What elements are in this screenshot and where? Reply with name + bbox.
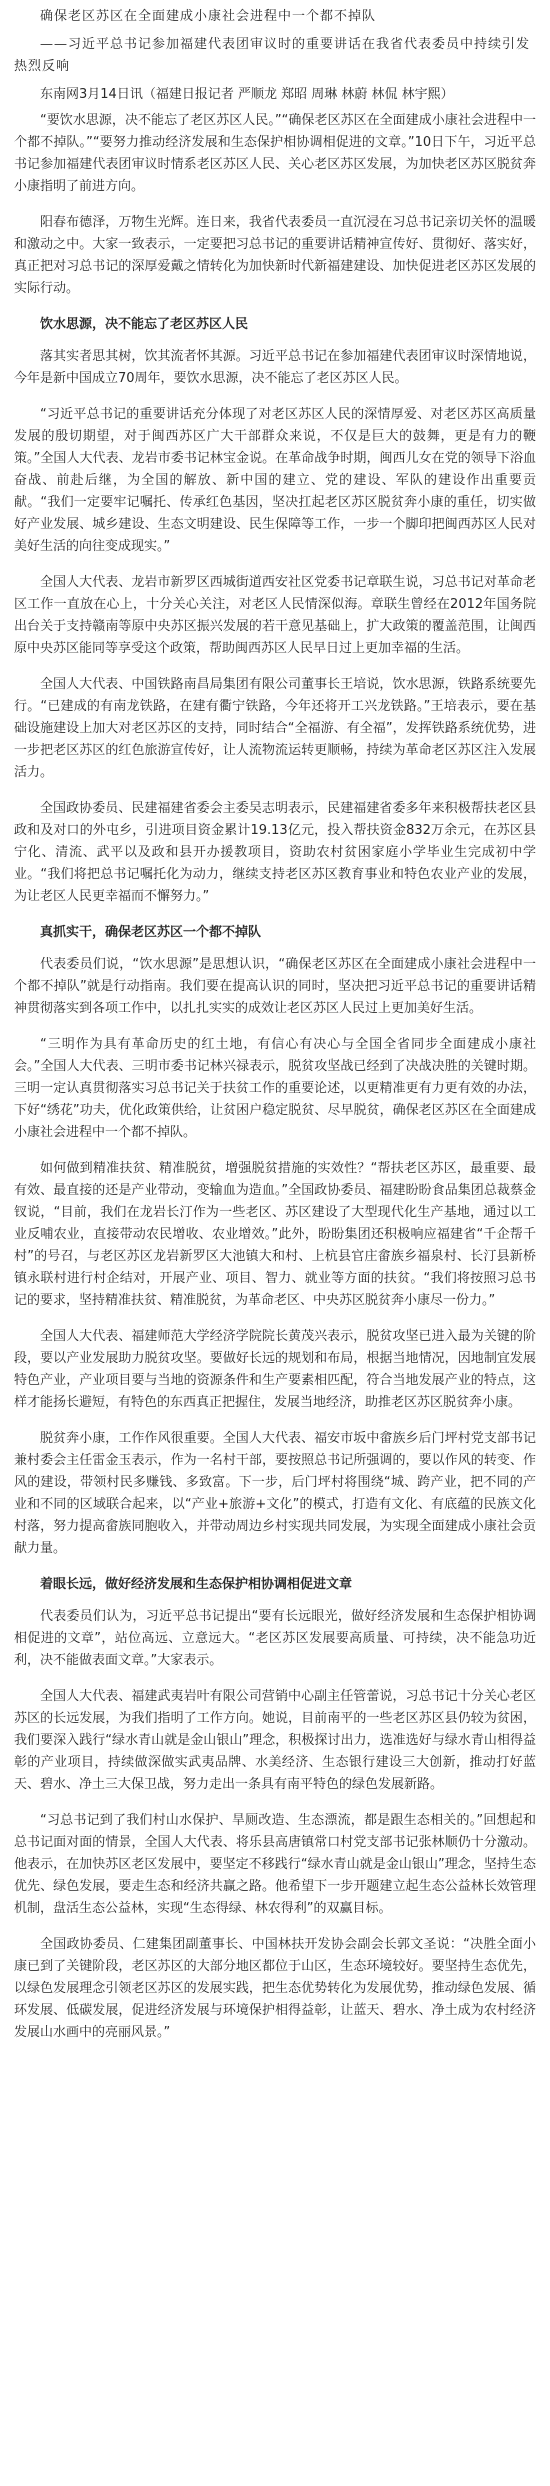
section-paragraph: 全国人大代表、龙岩市新罗区西城街道西安社区党委书记章联生说，习总书记对革命老区工作一直放在心上，十分关心关注，对老区人民情深似海。章联生曾经在2012年国务院出台关于支持赣南等原中央苏区振兴发展的若干意见基础上，扩大政策的覆盖范围，让闽西原中央苏区能同等享受这个政策，帮助闽西苏区人民早日过上更加幸福的生活。	[14, 575, 536, 656]
section-3	[14, 1574, 536, 2044]
section-paragraph: 全国人大代表、福建武夷岩叶有限公司营销中心副主任管蕾说，习总书记十分关心老区苏区的长远发展，为我们指明了工作方向。她说，目前南平的一些老区苏区县仍较为贫困，我们要深入践行“绿水青山就是金山银山”理念，积极探讨出力，选准选好与绿水青山相得益彰的产业项目，持续做深做实武夷品牌、水美经济、生态银行建设三大创新，推动打好蓝天、碧水、净土三大保卫战，努力走出一条具有南平特色的绿色发展新路。	[14, 1689, 536, 1792]
section-paragraph: 全国人大代表、中国铁路南昌局集团有限公司董事长王培说，饮水思源，铁路系统要先行。“已建成的有南龙铁路，在建有衢宁铁路，今年还将开工兴龙铁路。”王培表示，要在基础设施建设上加大对老区苏区的支持，同时结合“全福游、有全福”，发挥铁路系统优势，进一步把老区苏区的红色旅游宣传好，让人流物流运转更顺畅，持续为革命老区苏区注入发展活力。	[14, 677, 536, 780]
section-paragraph: 代表委员们说，“饮水思源”是思想认识，“确保老区苏区在全面建成小康社会进程中一个都不掉队”就是行动指南。我们要在提高认识的同时，坚决把习近平总书记的重要讲话精神贯彻落实到各项工作中，以扎扎实实的成效让老区苏区人民过上更加美好生活。	[14, 957, 536, 1016]
article-title: 确保老区苏区在全面建成小康社会进程中一个都不掉队	[40, 9, 377, 24]
intro-paragraph-1: “要饮水思源，决不能忘了老区苏区人民。”“确保老区苏区在全面建成小康社会进程中一个都不掉队。”“要努力推动经济发展和生态保护相协调相促进的文章。”10日下午，习近平总书记参加福建代表团审议时情系老区苏区人民、关心老区苏区发展，为加快老区苏区脱贫奔小康指明了前进方向。	[14, 113, 536, 194]
section-paragraph: 如何做到精准扶贫、精准脱贫，增强脱贫措施的实效性？“帮扶老区苏区，最重要、最有效、最直接的还是产业带动，变输血为造血。”全国政协委员、福建盼盼食品集团总裁蔡金钗说，“目前，我们在龙岩长汀作为一些老区、苏区建设了大型现代化生产基地，通过以工业反哺农业，直接带动农民增收、农业增效。”此外，盼盼集团还积极响应福建省“千企帮千村”的号召，与老区苏区龙岩新罗区大池镇大和村、上杭县官庄畲族乡福泉村、长汀县新桥镇永联村进行村企结对，开展产业、项目、智力、就业等方面的扶贫。“我们将按照习总书记的要求，坚持精准扶贫、精准脱贫，为革命老区、中央苏区脱贫奔小康尽一份力。”	[14, 1161, 536, 1308]
section-paragraph: “习总书记到了我们村山水保护、旱厕改造、生态漂流，都是跟生态相关的。”回想起和总书记面对面的情景，全国人大代表、将乐县高唐镇常口村党支部书记张林顺仍十分激动。他表示，在加快苏区老区发展中，要坚定不移践行“绿水青山就是金山银山”理念，坚持生态优先、绿色发展，要走生态和经济共赢之路。他希望下一步开题建立起生态公益林长效管理机制，盘活生态公益林，实现“生态得绿、林农得利”的双赢目标。	[14, 1813, 536, 1916]
section-paragraph: 代表委员们认为，习近平总书记提出“要有长远眼光，做好经济发展和生态保护相协调相促进的文章”，站位高远、立意远大。“老区苏区发展要高质量、可持续，决不能急功近利，决不能做表面文章。”大家表示。	[14, 1609, 536, 1668]
section-paragraph: 脱贫奔小康，工作作风很重要。全国人大代表、福安市坂中畲族乡后门坪村党支部书记兼村委会主任雷金玉表示，作为一名村干部，要按照总书记所强调的，要以作风的转变、作风的建设，带领村民多赚钱、多致富。下一步，后门坪村将围绕“城、跨产业，把不同的产业和不同的区域联合起来，以“产业+旅游+文化”的模式，打造有文化、有底蕴的民族文化村落，努力提高畲族同胞收入，并带动周边乡村实现共同发展，为实现全面建成小康社会贡献力量。	[14, 1431, 536, 1556]
section-heading: 真抓实干，确保老区苏区一个都不掉队	[40, 925, 262, 940]
section-paragraph: “习近平总书记的重要讲话充分体现了对老区苏区人民的深情厚爱、对老区苏区高质量发展的殷切期望，对于闽西苏区广大干部群众来说，不仅是巨大的鼓舞，更是有力的鞭策。”全国人大代表、龙岩市委书记林宝金说。在革命战争时期，闽西儿女在党的领导下浴血奋战、前赴后继，为全国的解放、新中国的建立、党的建设、军队的建设作出重要贡献。“我们一定要牢记嘱托、传承红色基因，坚决扛起老区苏区脱贫奔小康的重任，切实做好产业发展、城乡建设、生态文明建设、民生保障等工作，一步一个脚印把闽西苏区人民对美好生活的向往变成现实。”	[14, 407, 536, 554]
section-paragraph: 全国政协委员、仁建集团副董事长、中国林扶开发协会副会长郭文圣说：“决胜全面小康已到了关键阶段，老区苏区的大部分地区都位于山区，生态环境较好。要坚持生态优先，以绿色发展理念引领老区苏区的发展实践，把生态优势转化为发展优势，推动绿色发展、循环发展、低碳发展，促进经济发展与环境保护相得益彰，让蓝天、碧水、净土成为农村经济发展山水画中的亮丽风景。”	[14, 1937, 536, 2040]
section-heading: 饮水思源，决不能忘了老区苏区人民	[40, 317, 249, 332]
section-paragraph: 全国人大代表、福建师范大学经济学院院长黄茂兴表示，脱贫攻坚已进入最为关键的阶段，要以产业发展助力脱贫攻坚。要做好长远的规划和布局，根据当地情况，因地制宜发展特色产业，产业项目要与当地的资源条件和生产要素相匹配，符合当地发展产业的特点，这样才能扬长避短，有特色的东西真正把握住，发展当地经济，助推老区苏区脱贫奔小康。	[14, 1329, 536, 1410]
section-1	[14, 314, 536, 908]
intro-paragraph-2: 阳春布德泽，万物生光辉。连日来，我省代表委员一直沉浸在习总书记亲切关怀的温暖和激动之中。大家一致表示，一定要把习总书记的重要讲话精神宣传好、贯彻好、落实好，真正把对习总书记的深厚爱戴之情转化为加快新时代新福建建设、加快促进老区苏区发展的实际行动。	[14, 215, 536, 296]
section-paragraph: 落其实者思其树，饮其流者怀其源。习近平总书记在参加福建代表团审议时深情地说，今年是新中国成立70周年，要饮水思源，决不能忘了老区苏区人民。	[14, 349, 536, 386]
section-2	[14, 922, 536, 1560]
section-paragraph: 全国政协委员、民建福建省委会主委吴志明表示，民建福建省委多年来积极帮扶老区县政和及对口的外屯乡，引进项目资金累计19.13亿元，投入帮扶资金832万余元，在苏区县宁化、清流、武平以及政和县开办援教项目，资助农村贫困家庭小学毕业生完成初中学业。“我们将把总书记嘱托化为动力，继续支持老区苏区教育事业和特色农业产业的发展，为让老区人民更幸福而不懈努力。”	[14, 801, 536, 904]
section-paragraph: “三明作为具有革命历史的红土地，有信心有决心与全国全省同步全面建成小康社会。”全国人大代表、三明市委书记林兴禄表示，脱贫攻坚战已经到了决战决胜的关键时期。三明一定认真贯彻落实习总书记关于扶贫工作的重要论述，以更精准更有力更有效的办法，下好“绣花”功夫，优化政策供给，让贫困户稳定脱贫、尽早脱贫，确保老区苏区在全面建成小康社会进程中一个都不掉队。	[14, 1037, 536, 1140]
article-subtitle: ——习近平总书记参加福建代表团审议时的重要讲话在我省代表委员中持续引发热烈反响	[14, 37, 531, 74]
section-heading: 着眼长远，做好经济发展和生态保护相协调相促进文章	[40, 1577, 353, 1592]
article-dateline: 东南网3月14日讯（福建日报记者 严顺龙 郑昭 周琳 林蔚 林侃 林宇熙）	[40, 87, 454, 102]
